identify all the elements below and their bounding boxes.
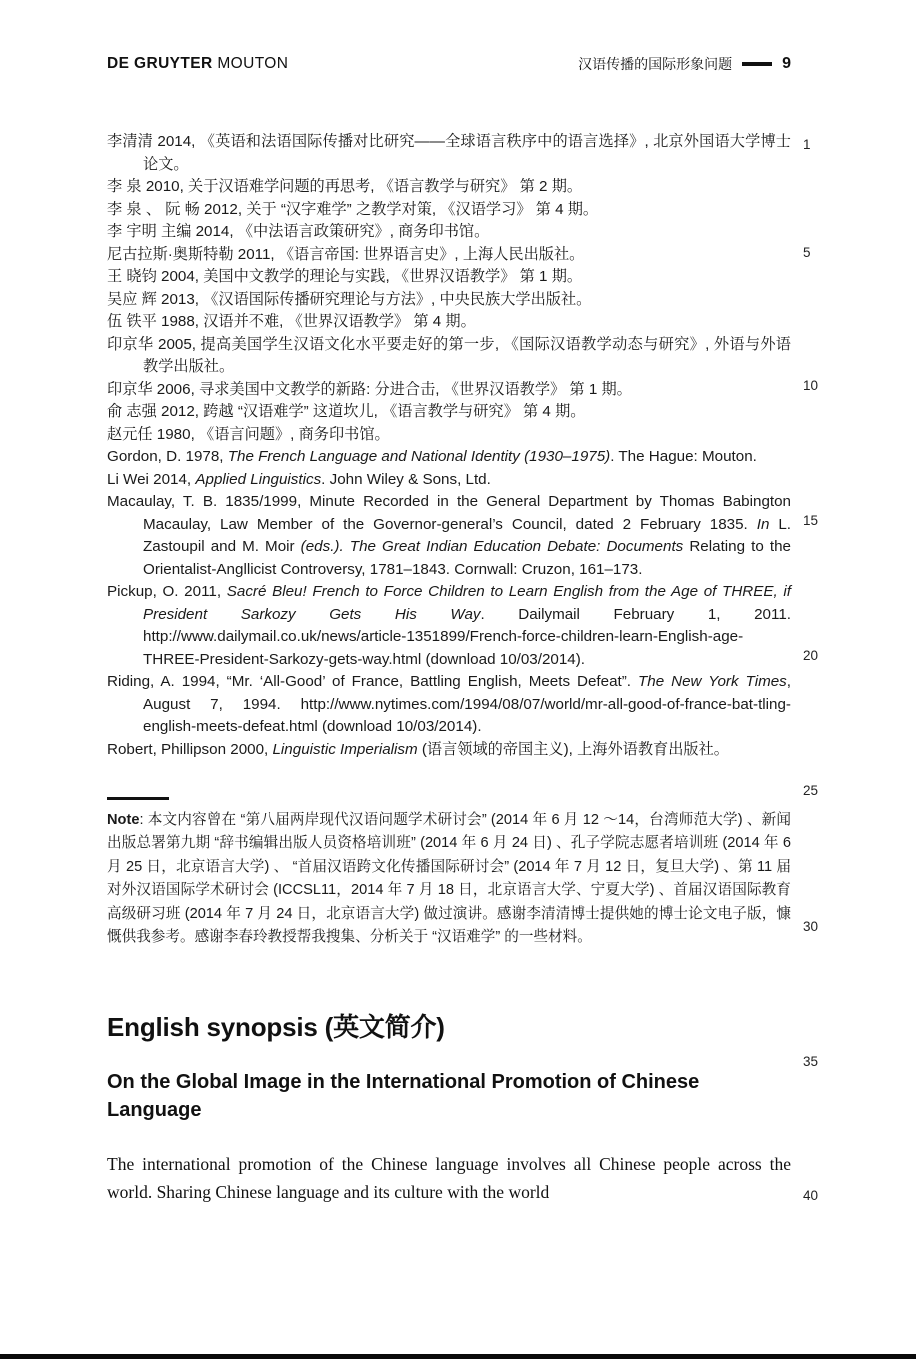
reference-entry: Gordon, D. 1978, The French Language and National Identity (1930–1975). The Hague: Mouton.	[107, 448, 757, 465]
note-paragraph	[107, 809, 791, 949]
synopsis-subheading: On the Global Image in the International Promotion of Chinese Language	[107, 1071, 700, 1121]
line-number: 1	[803, 137, 811, 152]
page-bottom-edge	[0, 1354, 916, 1359]
running-head	[578, 54, 791, 74]
line-number: 35	[803, 1054, 819, 1069]
publisher-name	[107, 55, 288, 73]
reference-entry: 李清清 2014, 《英语和法语国际传播对比研究——全球语言秩序中的语言选择》, 北京外国语大学博士论文。	[107, 133, 791, 173]
note-label: Note	[107, 812, 140, 828]
publisher-bold: DE GRUYTER	[107, 55, 213, 72]
reference-entry: Macaulay, T. B. 1835/1999, Minute Recorded in the General Department by Thomas Babington Macaulay, Law Member of the Governor-general’s Council, dated 2 February 1835. In L. Zastoupil and M. Moir (eds.). The Great Indian Education Debate: Documents Relating to the Orientalist-Angllicist Controversy, 1781–1843. Cornwall: Cruzon, 161–173.	[107, 493, 792, 578]
page-header	[107, 54, 791, 74]
running-title: 汉语传播的国际形象问题	[578, 56, 733, 72]
reference-entry: 伍 铁平 1988, 汉语并不难, 《世界汉语教学》 第 4 期。	[107, 313, 476, 330]
line-number: 25	[803, 783, 819, 798]
reference-entry: 王 晓钧 2004, 美国中文教学的理论与实践, 《世界汉语教学》 第 1 期。	[107, 268, 583, 285]
reference-entry: 印京华 2006, 寻求美国中文教学的新路: 分进合击, 《世界汉语教学》 第 1 期。	[107, 380, 632, 398]
header-rule	[742, 62, 772, 66]
reference-entry: 李 宇明 主编 2014, 《中法语言政策研究》, 商务印书馆。	[107, 223, 490, 240]
line-number: 30	[803, 919, 819, 934]
reference-entry: Li Wei 2014, Applied Linguistics. John Wiley & Sons, Ltd.	[107, 470, 491, 488]
reference-entry: Robert, Phillipson 2000, Linguistic Imperialism (语言领域的帝国主义), 上海外语教育出版社。	[107, 740, 729, 758]
reference-entry: 印京华 2005, 提高美国学生汉语文化水平要走好的第一步, 《国际汉语教学动态与研究》, 外语与外语教学出版社。	[107, 335, 791, 375]
reference-entry: 尼古拉斯·奥斯特勒 2011, 《语言帝国: 世界语言史》, 上海人民出版社。	[107, 245, 585, 263]
line-number: 5	[803, 245, 811, 260]
reference-entry: 李 泉 、 阮 畅 2012, 关于 “汉字难学” 之教学对策, 《汉语学习》 第 4 期。	[107, 200, 599, 218]
publisher-light: MOUTON	[212, 55, 289, 72]
synopsis-paragraph: The international promotion of the Chinese language involves all Chinese people across the world. Sharing Chinese language and its culture with the world	[107, 1154, 791, 1202]
line-number: 15	[803, 513, 819, 528]
reference-entry: Pickup, O. 2011, Sacré Bleu! French to Force Children to Learn English from the Age of THREE, if President Sarkozy Gets His Way. Dailymail February 1, 2011. http://www.dailymail.co.uk/news/article-1351899/French-force-children-learn-English-age-THREE-President-Sarkozy-gets-way.html (download 10/03/2014).	[107, 583, 792, 668]
line-number: 20	[803, 648, 819, 663]
reference-entry: Riding, A. 1994, “Mr. ‘All-Good’ of France, Battling English, Meets Defeat”. The New York Times, August 7, 1994. http://www.nytimes.com/1994/08/07/world/mr-all-good-of-france-bat-tling-english-meets-defeat.html (download 10/03/2014).	[107, 673, 791, 735]
line-number: 40	[803, 1188, 819, 1203]
english-synopsis-heading: English synopsis (英文简介)	[107, 1012, 445, 1042]
reference-entry: 赵元任 1980, 《语言问题》, 商务印书馆。	[107, 425, 390, 443]
line-number: 10	[803, 378, 819, 393]
reference-entry: 李 泉 2010, 关于汉语难学问题的再思考, 《语言教学与研究》 第 2 期。	[107, 178, 583, 195]
reference-entry: 吴应 辉 2013, 《汉语国际传播研究理论与方法》, 中央民族大学出版社。	[107, 290, 592, 308]
reference-entry: 俞 志强 2012, 跨越 “汉语难学” 这道坎儿, 《语言教学与研究》 第 4 期。	[107, 403, 586, 420]
page-number: 9	[782, 55, 791, 72]
references-list	[107, 131, 791, 761]
note-text: : 本文内容曾在 “第八届两岸现代汉语问题学术研讨会” (2014 年 6 月 12 ～14，台湾师范大学) 、新闻出版总署第九期 “辞书编辑出版人员资格培训班” (2014 年 6 月 24 日) 、孔子学院志愿者培训班 (2014 年 6 月 25 日，北京语言大学) 、 “首届汉语跨文化传播国际研讨会” (2014 年 7 月 12 日，复旦大学) 、第 11 届对外汉语国际学术研讨会 (ICCSL11，2014 年 7 月 18 日，北京语言大学、宁夏大学) 、首届汉语国际教育高级研习班 (2014 年 7 月 24 日，北京语言大学) 做过演讲。感谢李清清博士提供她的博士论文电子版，慷慨供我参考。感谢李春玲教授帮我搜集、分析关于 “汉语难学” 的一些材料。	[107, 812, 791, 946]
footnote-rule	[107, 797, 169, 800]
